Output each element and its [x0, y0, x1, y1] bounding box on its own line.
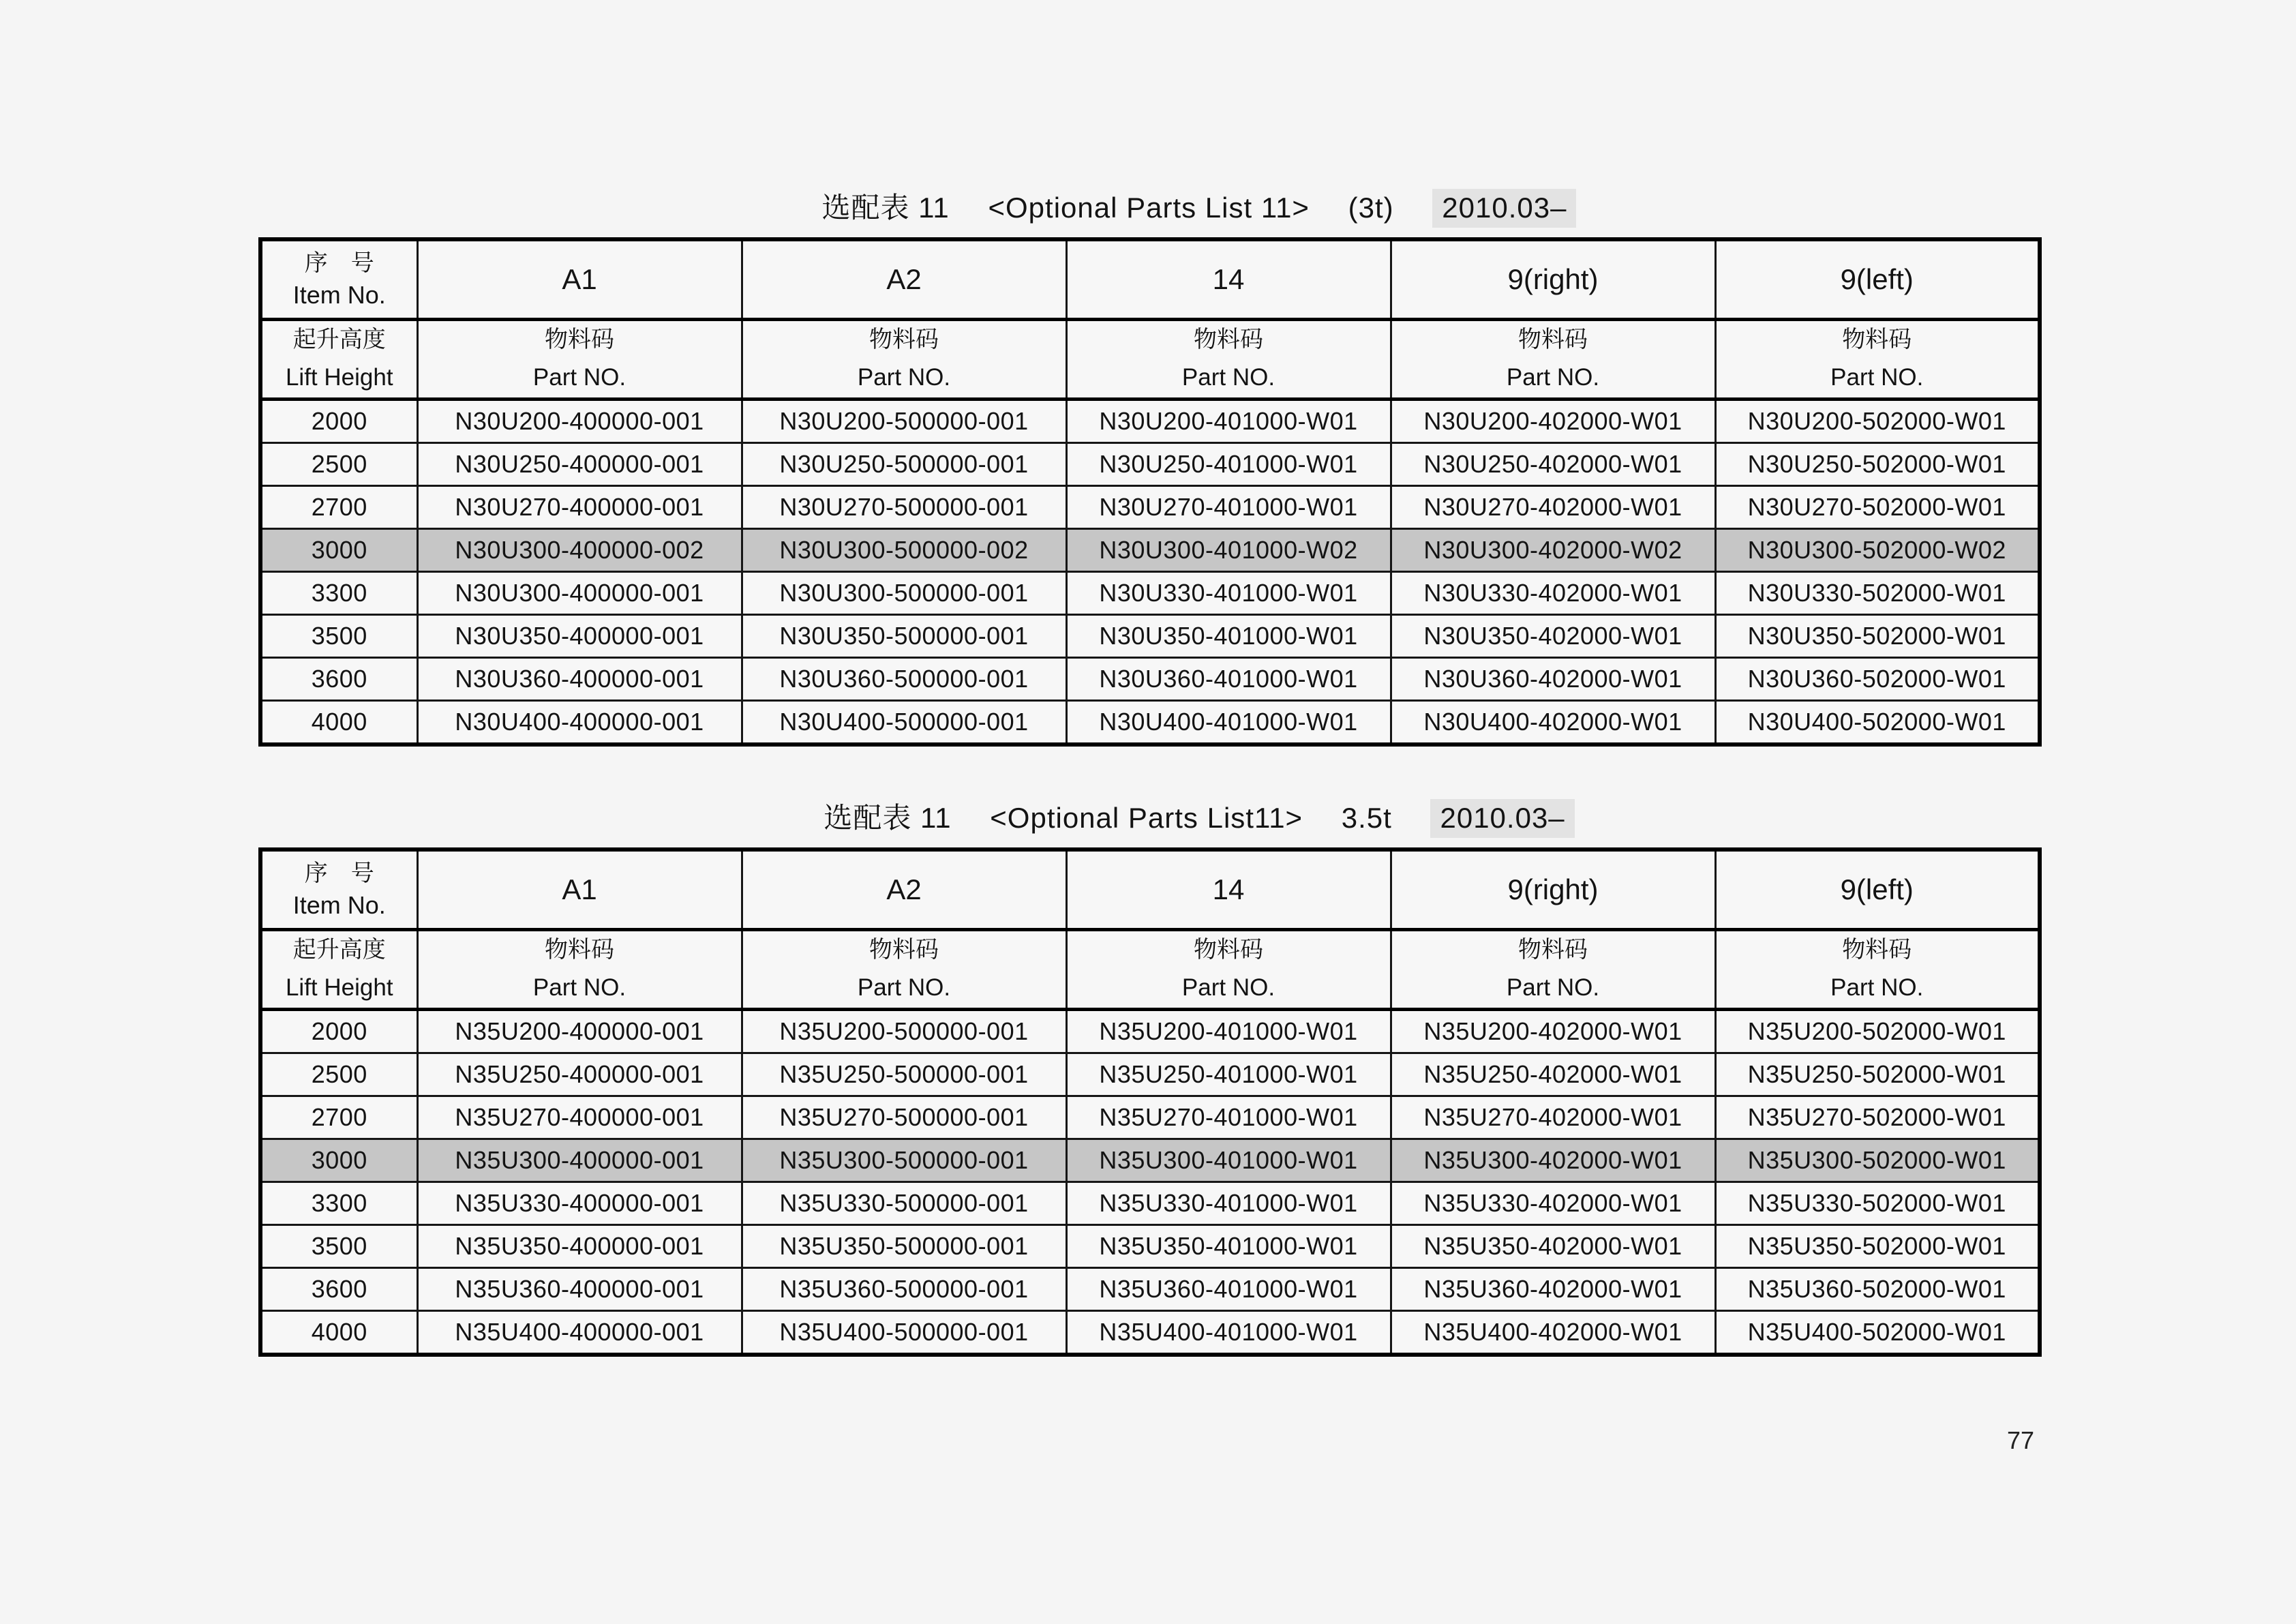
lift-height-cell: 2500 — [260, 1053, 417, 1096]
part-no-cell: N35U250-400000-001 — [417, 1053, 742, 1096]
parts-list-section-3t — [258, 0, 2038, 747]
lift-height-cell: 3500 — [260, 1225, 417, 1268]
table-title-3-5t — [258, 796, 2038, 837]
part-no-cell: N30U200-400000-001 — [417, 400, 742, 443]
part-no-cell: N35U360-502000-W01 — [1715, 1268, 2040, 1311]
lift-height-cell: 3300 — [260, 1182, 417, 1225]
part-no-cell: N30U300-500000-001 — [742, 572, 1066, 615]
part-no-cell: N35U300-402000-W01 — [1391, 1139, 1715, 1182]
part-no-cell: N30U300-500000-002 — [742, 529, 1066, 572]
lift-height-cell: 2700 — [260, 1096, 417, 1139]
part-no-cell: N35U350-402000-W01 — [1391, 1225, 1715, 1268]
column-header-9-left: 9(left) — [1715, 239, 2040, 320]
part-no-cell: N30U270-502000-W01 — [1715, 486, 2040, 529]
item-no-header — [260, 239, 417, 320]
part-no-header: 物料码 Part NO. — [1066, 320, 1391, 400]
column-header-a1: A1 — [417, 849, 742, 930]
column-header-9-right: 9(right) — [1391, 239, 1715, 320]
table-row — [260, 443, 2040, 486]
table-title-en: <Optional Parts List11> — [990, 802, 1303, 834]
table-title-en: <Optional Parts List 11> — [988, 192, 1310, 224]
lift-height-en: Lift Height — [285, 364, 393, 391]
lift-height-header — [260, 930, 417, 1010]
item-no-en: Item No. — [292, 890, 386, 919]
lift-height-cell: 4000 — [260, 1311, 417, 1355]
table-row — [260, 615, 2040, 658]
part-no-cell: N35U200-402000-W01 — [1391, 1010, 1715, 1053]
lift-height-cell: 3300 — [260, 572, 417, 615]
part-no-cell: N35U400-502000-W01 — [1715, 1311, 2040, 1355]
part-no-cell: N35U250-401000-W01 — [1066, 1053, 1391, 1096]
part-no-header: 物料码 Part NO. — [1391, 320, 1715, 400]
part-no-cell: N35U300-500000-001 — [742, 1139, 1066, 1182]
part-no-cell: N30U350-500000-001 — [742, 615, 1066, 658]
table-row — [260, 1096, 2040, 1139]
part-no-cell: N35U250-402000-W01 — [1391, 1053, 1715, 1096]
header-row-part-no — [260, 930, 2040, 1010]
part-no-header: 物料码 Part NO. — [1066, 930, 1391, 1010]
part-no-header: 物料码 Part NO. — [417, 320, 742, 400]
optional-parts-table-3-5t — [258, 847, 2042, 1357]
table-row — [260, 1053, 2040, 1096]
lift-height-cell: 3600 — [260, 658, 417, 701]
part-no-cell: N30U250-502000-W01 — [1715, 443, 2040, 486]
table-row — [260, 1268, 2040, 1311]
part-no-cell: N30U200-502000-W01 — [1715, 400, 2040, 443]
column-header-a2: A2 — [742, 849, 1066, 930]
part-no-cell: N30U300-400000-001 — [417, 572, 742, 615]
part-no-cell: N30U360-402000-W01 — [1391, 658, 1715, 701]
lift-height-zh: 起升高度 — [292, 937, 386, 963]
part-no-cell: N30U360-500000-001 — [742, 658, 1066, 701]
part-no-cell: N35U200-502000-W01 — [1715, 1010, 2040, 1053]
part-no-cell: N30U330-502000-W01 — [1715, 572, 2040, 615]
part-no-cell: N35U270-502000-W01 — [1715, 1096, 2040, 1139]
part-no-cell: N35U360-401000-W01 — [1066, 1268, 1391, 1311]
table-row — [260, 1225, 2040, 1268]
table-row — [260, 658, 2040, 701]
part-no-header: 物料码 Part NO. — [742, 320, 1066, 400]
part-no-cell: N30U350-402000-W01 — [1391, 615, 1715, 658]
part-no-cell: N35U200-400000-001 — [417, 1010, 742, 1053]
part-no-cell: N35U400-402000-W01 — [1391, 1311, 1715, 1355]
part-no-cell: N30U360-401000-W01 — [1066, 658, 1391, 701]
table-row — [260, 400, 2040, 443]
part-no-cell: N30U250-500000-001 — [742, 443, 1066, 486]
part-no-cell: N30U270-402000-W01 — [1391, 486, 1715, 529]
part-no-cell: N30U270-500000-001 — [742, 486, 1066, 529]
part-no-cell: N30U270-401000-W01 — [1066, 486, 1391, 529]
page-number: 77 — [2007, 1426, 2035, 1454]
table-row — [260, 1010, 2040, 1053]
table-row — [260, 572, 2040, 615]
part-no-cell: N30U400-401000-W01 — [1066, 701, 1391, 745]
parts-list-section-3-5t — [258, 796, 2038, 1357]
part-no-cell: N35U350-400000-001 — [417, 1225, 742, 1268]
column-header-9-left: 9(left) — [1715, 849, 2040, 930]
lift-height-cell: 2000 — [260, 400, 417, 443]
lift-height-cell: 3000 — [260, 529, 417, 572]
item-no-zh: 序 号 — [304, 250, 374, 276]
part-no-cell: N35U250-500000-001 — [742, 1053, 1066, 1096]
part-no-cell: N30U200-401000-W01 — [1066, 400, 1391, 443]
part-no-cell: N30U350-401000-W01 — [1066, 615, 1391, 658]
part-no-cell: N35U270-500000-001 — [742, 1096, 1066, 1139]
part-no-cell: N35U330-402000-W01 — [1391, 1182, 1715, 1225]
part-no-cell: N35U360-400000-001 — [417, 1268, 742, 1311]
part-no-cell: N35U200-500000-001 — [742, 1010, 1066, 1053]
table-row — [260, 1311, 2040, 1355]
part-no-cell: N30U250-401000-W01 — [1066, 443, 1391, 486]
part-no-cell: N30U400-402000-W01 — [1391, 701, 1715, 745]
part-no-cell: N35U360-500000-001 — [742, 1268, 1066, 1311]
lift-height-zh: 起升高度 — [292, 327, 386, 353]
table-row — [260, 486, 2040, 529]
part-no-cell: N35U300-401000-W01 — [1066, 1139, 1391, 1182]
lift-height-cell: 3500 — [260, 615, 417, 658]
table-title-capacity: (3t) — [1348, 192, 1394, 224]
table-row — [260, 1139, 2040, 1182]
part-no-cell: N30U200-500000-001 — [742, 400, 1066, 443]
part-no-header: 物料码 Part NO. — [417, 930, 742, 1010]
lift-height-cell: 3000 — [260, 1139, 417, 1182]
table-title-3t — [258, 185, 2038, 226]
column-header-9-right: 9(right) — [1391, 849, 1715, 930]
part-no-cell: N35U270-401000-W01 — [1066, 1096, 1391, 1139]
part-no-cell: N30U330-402000-W01 — [1391, 572, 1715, 615]
part-no-cell: N35U400-401000-W01 — [1066, 1311, 1391, 1355]
column-header-a2: A2 — [742, 239, 1066, 320]
column-header-14: 14 — [1066, 239, 1391, 320]
part-no-cell: N30U300-400000-002 — [417, 529, 742, 572]
part-no-cell: N30U360-400000-001 — [417, 658, 742, 701]
part-no-cell: N35U350-502000-W01 — [1715, 1225, 2040, 1268]
part-no-cell: N30U360-502000-W01 — [1715, 658, 2040, 701]
part-no-cell: N35U330-401000-W01 — [1066, 1182, 1391, 1225]
part-no-cell: N35U400-500000-001 — [742, 1311, 1066, 1355]
part-no-cell: N35U330-502000-W01 — [1715, 1182, 2040, 1225]
part-no-cell: N30U300-502000-W02 — [1715, 529, 2040, 572]
header-row-columns — [260, 849, 2040, 930]
part-no-header: 物料码 Part NO. — [1715, 320, 2040, 400]
lift-height-header — [260, 320, 417, 400]
part-no-cell: N35U300-502000-W01 — [1715, 1139, 2040, 1182]
part-no-header: 物料码 Part NO. — [1715, 930, 2040, 1010]
lift-height-cell: 3600 — [260, 1268, 417, 1311]
part-no-cell: N35U330-400000-001 — [417, 1182, 742, 1225]
table-title-zh: 选配表 11 — [824, 802, 952, 834]
lift-height-cell: 2700 — [260, 486, 417, 529]
part-no-cell: N35U360-402000-W01 — [1391, 1268, 1715, 1311]
part-no-cell: N30U400-400000-001 — [417, 701, 742, 745]
item-no-header — [260, 849, 417, 930]
part-no-cell: N30U270-400000-001 — [417, 486, 742, 529]
column-header-a1: A1 — [417, 239, 742, 320]
part-no-cell: N35U350-401000-W01 — [1066, 1225, 1391, 1268]
header-row-columns — [260, 239, 2040, 320]
item-no-en: Item No. — [292, 280, 386, 309]
table-row — [260, 529, 2040, 572]
lift-height-cell: 2000 — [260, 1010, 417, 1053]
lift-height-cell: 2500 — [260, 443, 417, 486]
part-no-cell: N35U250-502000-W01 — [1715, 1053, 2040, 1096]
part-no-cell: N30U250-402000-W01 — [1391, 443, 1715, 486]
part-no-cell: N30U330-401000-W01 — [1066, 572, 1391, 615]
table-title-date: 2010.03– — [1430, 799, 1574, 838]
part-no-cell: N30U200-402000-W01 — [1391, 400, 1715, 443]
table-row — [260, 701, 2040, 745]
part-no-cell: N30U400-500000-001 — [742, 701, 1066, 745]
table-title-date: 2010.03– — [1432, 189, 1576, 228]
lift-height-en: Lift Height — [285, 974, 393, 1002]
part-no-cell: N35U330-500000-001 — [742, 1182, 1066, 1225]
part-no-cell: N30U300-402000-W02 — [1391, 529, 1715, 572]
part-no-cell: N35U400-400000-001 — [417, 1311, 742, 1355]
part-no-cell: N30U350-502000-W01 — [1715, 615, 2040, 658]
part-no-cell: N30U250-400000-001 — [417, 443, 742, 486]
table-title-capacity: 3.5t — [1341, 802, 1392, 834]
part-no-cell: N35U200-401000-W01 — [1066, 1010, 1391, 1053]
part-no-cell: N30U350-400000-001 — [417, 615, 742, 658]
part-no-cell: N35U300-400000-001 — [417, 1139, 742, 1182]
part-no-cell: N30U400-502000-W01 — [1715, 701, 2040, 745]
part-no-cell: N35U270-402000-W01 — [1391, 1096, 1715, 1139]
part-no-cell: N30U300-401000-W02 — [1066, 529, 1391, 572]
part-no-header: 物料码 Part NO. — [1391, 930, 1715, 1010]
part-no-header: 物料码 Part NO. — [742, 930, 1066, 1010]
table-title-zh: 选配表 11 — [821, 192, 950, 224]
item-no-zh: 序 号 — [304, 860, 374, 886]
optional-parts-table-3t — [258, 237, 2042, 747]
column-header-14: 14 — [1066, 849, 1391, 930]
lift-height-cell: 4000 — [260, 701, 417, 745]
header-row-part-no — [260, 320, 2040, 400]
part-no-cell: N35U270-400000-001 — [417, 1096, 742, 1139]
part-no-cell: N35U350-500000-001 — [742, 1225, 1066, 1268]
table-row — [260, 1182, 2040, 1225]
